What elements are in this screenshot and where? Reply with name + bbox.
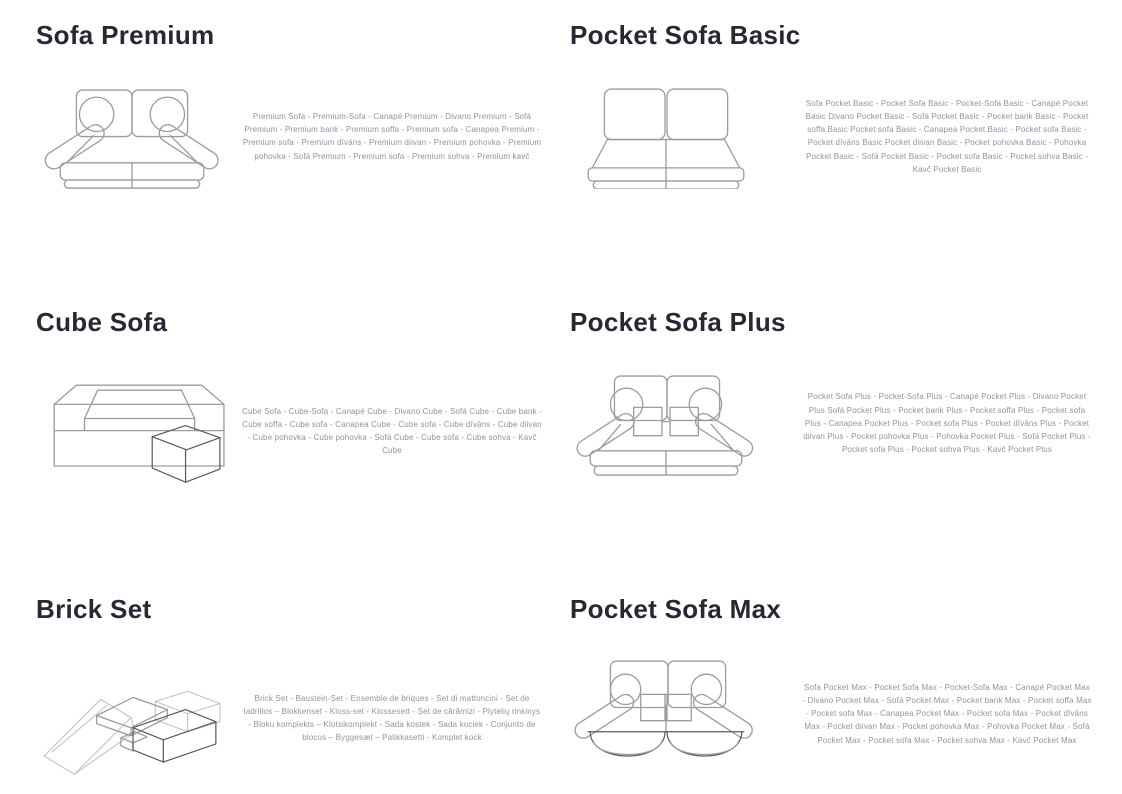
product-card-cube-sofa (36, 301, 570, 588)
pocket-sofa-plus-illustration-icon (570, 370, 762, 476)
product-name-translations: Pocket Sofa Plus - Pocket-Sofa Plus - Canapé Pocket Plus - Divano Pocket Plus Sofá Pocket Plus - Pocket bank Plus - Pocket soffa Plus - Pocket sofa Plus - Canapea Pocket Plus - Pocket sofa Plus - Pocket dīvāns Plus - Pocket diivan Plus - Pocket pohovka Plus - Pohovka Pocket Plus - Sofá Pocket Plus - Pocket sofa Plus - Pocket sohva Plus - Kavč Pocket Plus (803, 392, 1091, 455)
product-name-translations: Sofa Pocket Max - Pocket Sofa Max - Pocket-Sofa Max - Canapé Pocket Max - Divano Pocket Max - Sofá Pocket Max - Pocket bank Max - Pocket soffa Max - Pocket sofa Max - Canapea Pocket Max - Pocket sofa Max - Pocket dīvāns Max - Pocket diivan Max - Pocket pohovka Max - Pohovka Pocket Max - Sofá Pocket Max - Pocket sofa Max - Pocket sohva Max - Kavč Pocket Max (802, 682, 1092, 745)
product-name-translations: Sofa Pocket Basic - Pocket Sofa Basic - Pocket-Sofa Basic - Canapé Pocket Basic Divano Pocket Basic - Sofá Pocket Basic - Pocket bank Basic - Pocket soffa Basic Pocket sofa Basic - Canapea Pocket Basic - Pocket sofa Basic - Pocket dīvāns Basic Pocket diivan Basic - Pocket pohovka Basic - Pohovka Pocket Basic - Sofá Pocket Basic - Pocket sofa Basic - Pocket sohva Basic - Kavč Pocket Basic (805, 98, 1089, 174)
brick-set-illustration-icon (36, 657, 228, 778)
product-card-pocket-sofa-max (570, 588, 1092, 794)
product-name-translations: Cube Sofa - Cube-Sofa - Canapé Cube - Divano Cube - Sofá Cube - Cube bank - Cube soffa - Cube sofa - Canapea Cube - Cube sofa - Cube dīvāns - Cube diivan - Cube pohovka - Cube pohovka - Sofá Cube - Cube sofa - Cube sohva - Kavč Cube (242, 406, 542, 456)
product-card-sofa-premium (36, 14, 570, 301)
product-card-pocket-sofa-basic (570, 14, 1092, 301)
product-title: Cube Sofa (36, 307, 168, 337)
product-title: Pocket Sofa Plus (570, 307, 786, 337)
pocket-sofa-max-illustration-icon (570, 657, 762, 770)
pocket-sofa-basic-illustration-icon (570, 83, 762, 189)
product-card-pocket-sofa-plus (570, 301, 1092, 588)
product-card-brick-set (36, 588, 570, 794)
product-name-translations: Brick Set - Baustein-Set - Ensemble de briques - Set di mattoncini - Set de ladrillos – Blokkenset - Kloss-set - Klossesett - Set de cărămizi - Plytelių rinkinys - Bloku komplekts – Klotsikomplekt - Sada kostek - Sada kociek - Conjunto de blocos – Byggesæt – Palikkasetti - Komplet kock (243, 693, 541, 743)
product-title: Pocket Sofa Max (570, 594, 782, 624)
cube-sofa-illustration-icon (36, 370, 228, 491)
product-title: Sofa Premium (36, 20, 215, 50)
sofa-premium-illustration-icon (36, 83, 228, 189)
product-name-translations: Premium Sofa - Premium-Sofa - Canapé Premium - Divano Premium - Sofá Premium - Premium bank - Premium soffa - Premium sofa - Canapea Premium - Premium sofa - Premium dīvāns - Premium diivan - Premium pohovka - Premium pohovka - Sofá Premium - Premium sofa - Premium sohva - Premium kavč (242, 111, 542, 161)
product-title: Pocket Sofa Basic (570, 20, 801, 50)
product-title: Brick Set (36, 594, 152, 624)
